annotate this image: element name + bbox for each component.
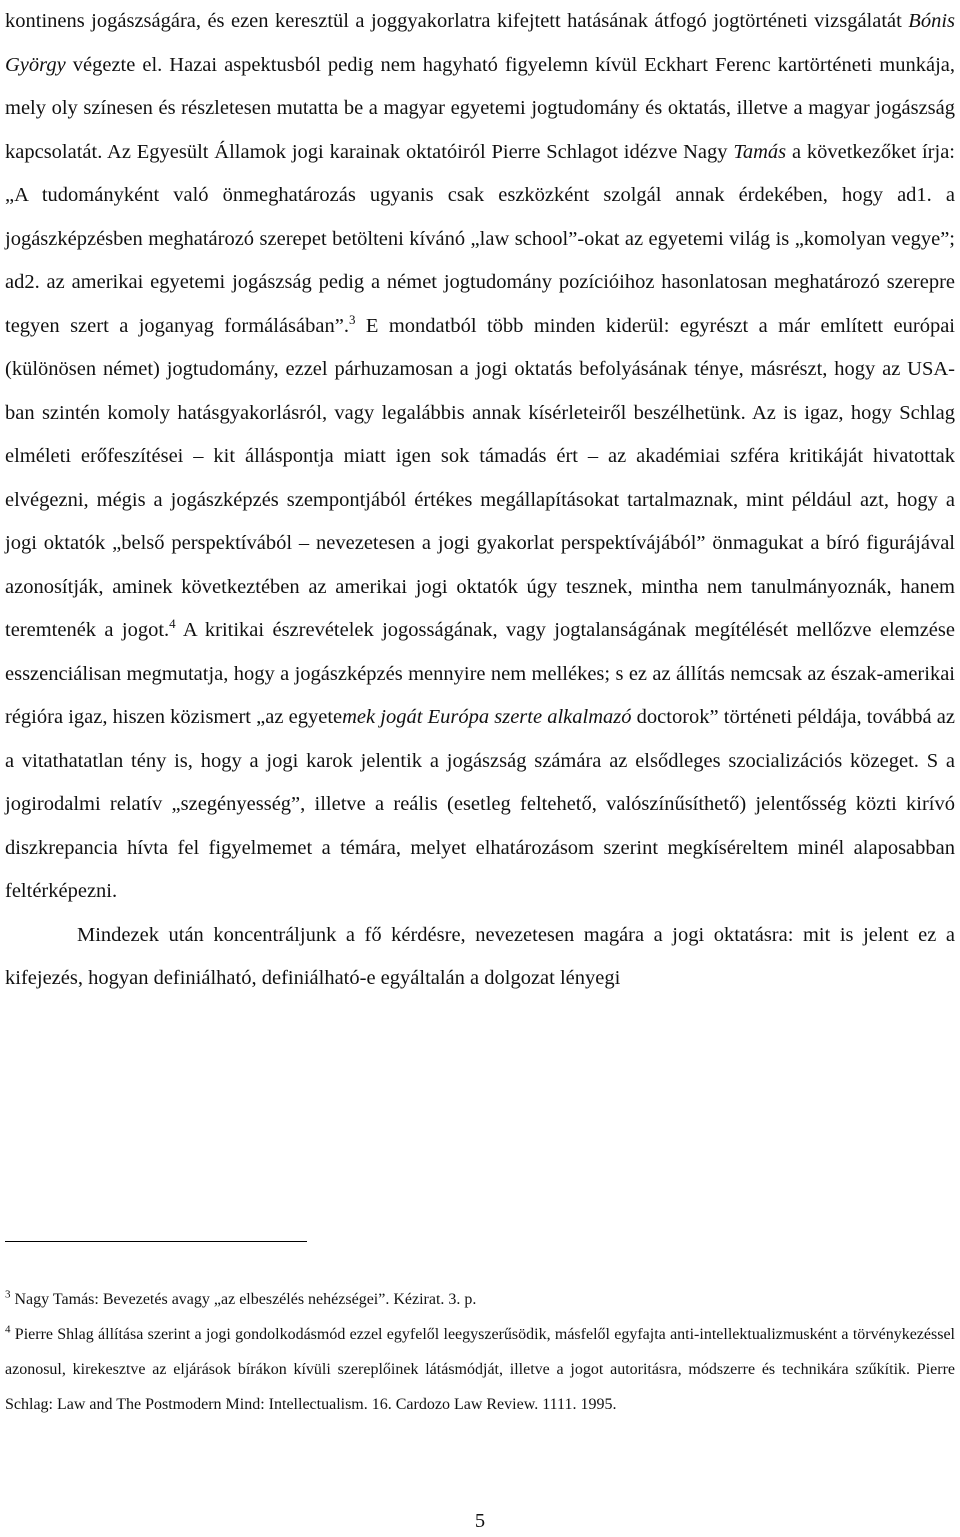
footnote-number: 4 [5,1323,11,1336]
text-segment: végezte el. Hazai aspektusból pedig nem hagyható figyelemn kívül Eckhart Ferenc kartörténeti munkája, mely oly színesen és részletesen mutatta be a magyar egyetemi jogtudomány és oktatás, illetve a magyar jogászság kapcsolatát. Az Egyesült Államok jogi karainak oktatóiról Pierre Schlagot idézve Nagy [5,53,955,163]
footnote-ref-3[interactable]: 3 [348,311,356,327]
footnotes [5,1282,955,1422]
footnote-number: 3 [5,1288,11,1301]
author-name-italic: Tamás [733,140,787,163]
body-text [5,0,955,1001]
footnote-4 [5,1317,955,1422]
paragraph-1 [5,0,955,914]
italic-phrase: mek jogát Európa szerte alkalmazó [342,706,632,728]
text-segment: kontinens jogászságára, és ezen keresztül a joggyakorlatra kifejtett hatásának átfogó jogtörténeti vizsgálatát [5,10,909,32]
page-number: 5 [474,1510,486,1532]
footnote-text: Pierre Shlag állítása szerint a jogi gondolkodásmód ezzel egyfelől leegyszerűsödik, másfelől egyfajta anti-intellektualizmusként a törvénykezéssel azonosul, kirekesztve az eljárások bírákon kívüli szereplőinek látásmódját, illetve a jogot autoritásra, módszerre és technikára szűkítik. Pierre Schlag: Law and The Postmodern Mind: Intellectualism. 16. Cardozo Law Review. 1111. 1995. [5,1326,955,1413]
text-segment: doctorok” történeti példája, továbbá az a vitathatatlan tény is, hogy a jogi karok jelentik a jogászság számára az elsődleges szocializációs közeget. S a jogirodalmi relatív „szegényesség”, illetve a reális (esetleg feltehető, valószínűsíthető) jelentősség közti kirívó diszkrepancia hívta fel figyelmemet a témára, melyet elhatározásom szerint megkíséreltem minél alaposabban feltérképezni. [5,706,955,902]
paragraph-2: Mindezek után koncentráljunk a fő kérdésre, nevezetesen magára a jogi oktatásra: mit is jelent ez a kifejezés, hogyan definiálható, definiálható-e egyáltalán a dolgozat lényegi [5,923,955,989]
footnote-separator [5,1241,307,1242]
author-name-italic: Bónis György [5,10,955,76]
footnote-text: Nagy Tamás: Bevezetés avagy „az elbeszélés nehézségei”. Kézirat. 3. p. [10,1291,477,1308]
footnote-ref-4[interactable]: 4 [169,616,176,632]
text-segment: A kritikai észrevételek jogosságának, vagy jogtalanságának megítélését mellőzve elemzése esszenciálisan megmutatja, hogy a jogászképzés mennyire nem mellékes; s ez az állítás nemcsak az észak-amerikai régióra igaz, hiszen közismert „az egyete [5,619,955,728]
text-segment: a következőket írja: „A tudományként való önmeghatározás ugyanis csak eszközként szolgál annak érdekében, hogy ad1. a jogászképzésben meghatározó szerepet betölteni kívánó „law school”-okat az egyetemi világ is „komolyan vegye”; ad2. az amerikai egyetemi jogászság pedig a német jogtudomány pozícióihoz hasonlatosan meghatározó szerepre tegyen szert a joganyag formálásában”. [5,140,955,337]
text-segment: E mondatból több minden kiderül: egyrészt a már említett európai (különösen német) jogtudomány, ezzel párhuzamosan a jogi oktatás befolyásának ténye, másrészt, hogy az USA-ban szintén komoly hatásgyakorlásról, vagy legalábbis annak kísérleteiről beszélhetünk. Az is igaz, hogy Schlag elméleti erőfeszítései – kit álláspontja miatt igen sok támadás ért – az akadémiai szféra kritikáját hivatottak elvégezni, mégis a jogászképzés szempontjából értékes megállapításokat tartalmaznak, mint például azt, hogy a jogi oktatók „belső perspektívából – nevezetesen a jogi gyakorlat perspektívájából” önmagukat a bíró figurájával azonosítják, aminek következtében az amerikai jogi oktatók úgy tesznek, mintha nem tanulmányoznák, hanem teremtenék a jogot. [5,314,956,641]
footnote-3 [5,1282,955,1317]
